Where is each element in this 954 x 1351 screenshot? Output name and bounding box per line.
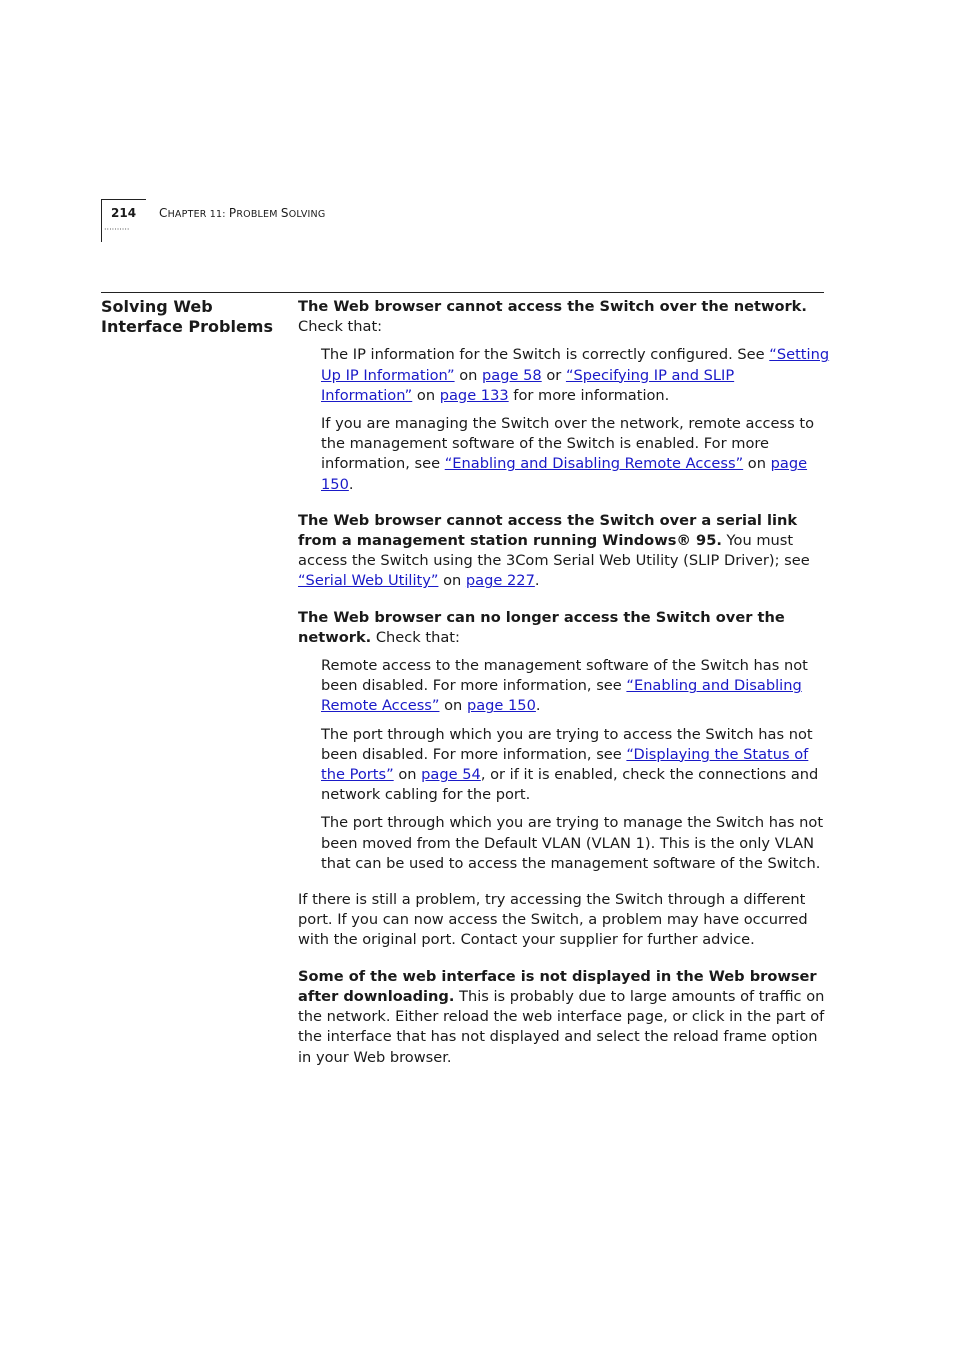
still-a-problem: If there is still a problem, try accessing the Switch through a different port. If you can now access the Switch, a problem may have occurred with the original port. Contact your supplier for further advice. — [298, 891, 808, 949]
link-page-133[interactable]: page 133 — [439, 386, 509, 404]
page-number: 214 — [111, 206, 137, 220]
link-enabling-remote-access-2[interactable]: “Enabling and Disabling Remote Access” — [321, 677, 802, 715]
chapter-title: CHAPTER 11: PROBLEM SOLVING — [159, 206, 326, 220]
link-page-58[interactable]: page 58 — [482, 366, 542, 384]
section-rule — [101, 292, 824, 293]
section-body — [298, 297, 830, 1068]
check-default-vlan: The port through which you are trying to manage the Switch has not been moved from the Default VLAN (VLAN 1). This is the only VLAN that can be used to access the management software of the Switch. — [321, 814, 824, 872]
link-enabling-remote-access[interactable]: “Enabling and Disabling Remote Access” — [444, 455, 744, 473]
check-ip-configured: The IP information for the Switch is correctly configured. See “Setting Up IP Information” on page 58 or “Specifying IP and SLIP Information” on page 133 for more information. — [321, 346, 830, 404]
link-serial-web-utility[interactable]: “Serial Web Utility” — [298, 572, 439, 590]
link-page-150[interactable]: page 150 — [321, 455, 808, 493]
check-remote-access-enabled: If you are managing the Switch over the network, remote access to the management software of the Switch is enabled. For more information, see “Enabling and Disabling Remote Access” on page 150. — [321, 415, 814, 493]
link-page-54[interactable]: page 54 — [421, 766, 481, 784]
header-rule-vertical — [101, 199, 102, 242]
problem-partial-display: Some of the web interface is not displayed in the Web browser after downloading. This is probably due to large amounts of traffic on the network. Either reload the web interface page, or click in the part of the interface that has not displayed and select the reload frame option in your Web browser. — [298, 967, 825, 1066]
link-page-150-2[interactable]: page 150 — [466, 697, 536, 715]
link-displaying-port-status[interactable]: “Displaying the Status of the Ports” — [321, 745, 809, 784]
problem-network-access: The Web browser cannot access the Switch over the network. Check that: — [298, 298, 807, 336]
header-rule-horizontal — [101, 199, 146, 200]
section-title: Solving Web Interface Problems — [101, 297, 273, 336]
link-specifying-ip-slip[interactable]: “Specifying IP and SLIP Information” — [321, 366, 735, 404]
problem-no-longer-access: The Web browser can no longer access the Switch over the network. Check that: — [298, 608, 785, 646]
problem-serial-link: The Web browser cannot access the Switch over a serial link from a management station running Windows® 95. You must access the Switch using the 3Com Serial Web Utility (SLIP Driver); see “Serial Web Utility” on page 227. — [298, 511, 810, 590]
header-dots-ornament: ·········· — [104, 225, 130, 234]
check-remote-access-not-disabled: Remote access to the management software of the Switch has not been disabled. For more information, see “Enabling and Disabling Remote Access” on page 150. — [321, 657, 808, 715]
check-port-not-disabled: The port through which you are trying to access the Switch has not been disabled. For more information, see “Displaying the Status of the Ports” on page 54, or if it is enabled, check the connections and network cabling for the port. — [321, 725, 819, 804]
link-setting-up-ip[interactable]: “Setting Up IP Information” — [321, 346, 830, 384]
link-page-227[interactable]: page 227 — [465, 572, 535, 590]
